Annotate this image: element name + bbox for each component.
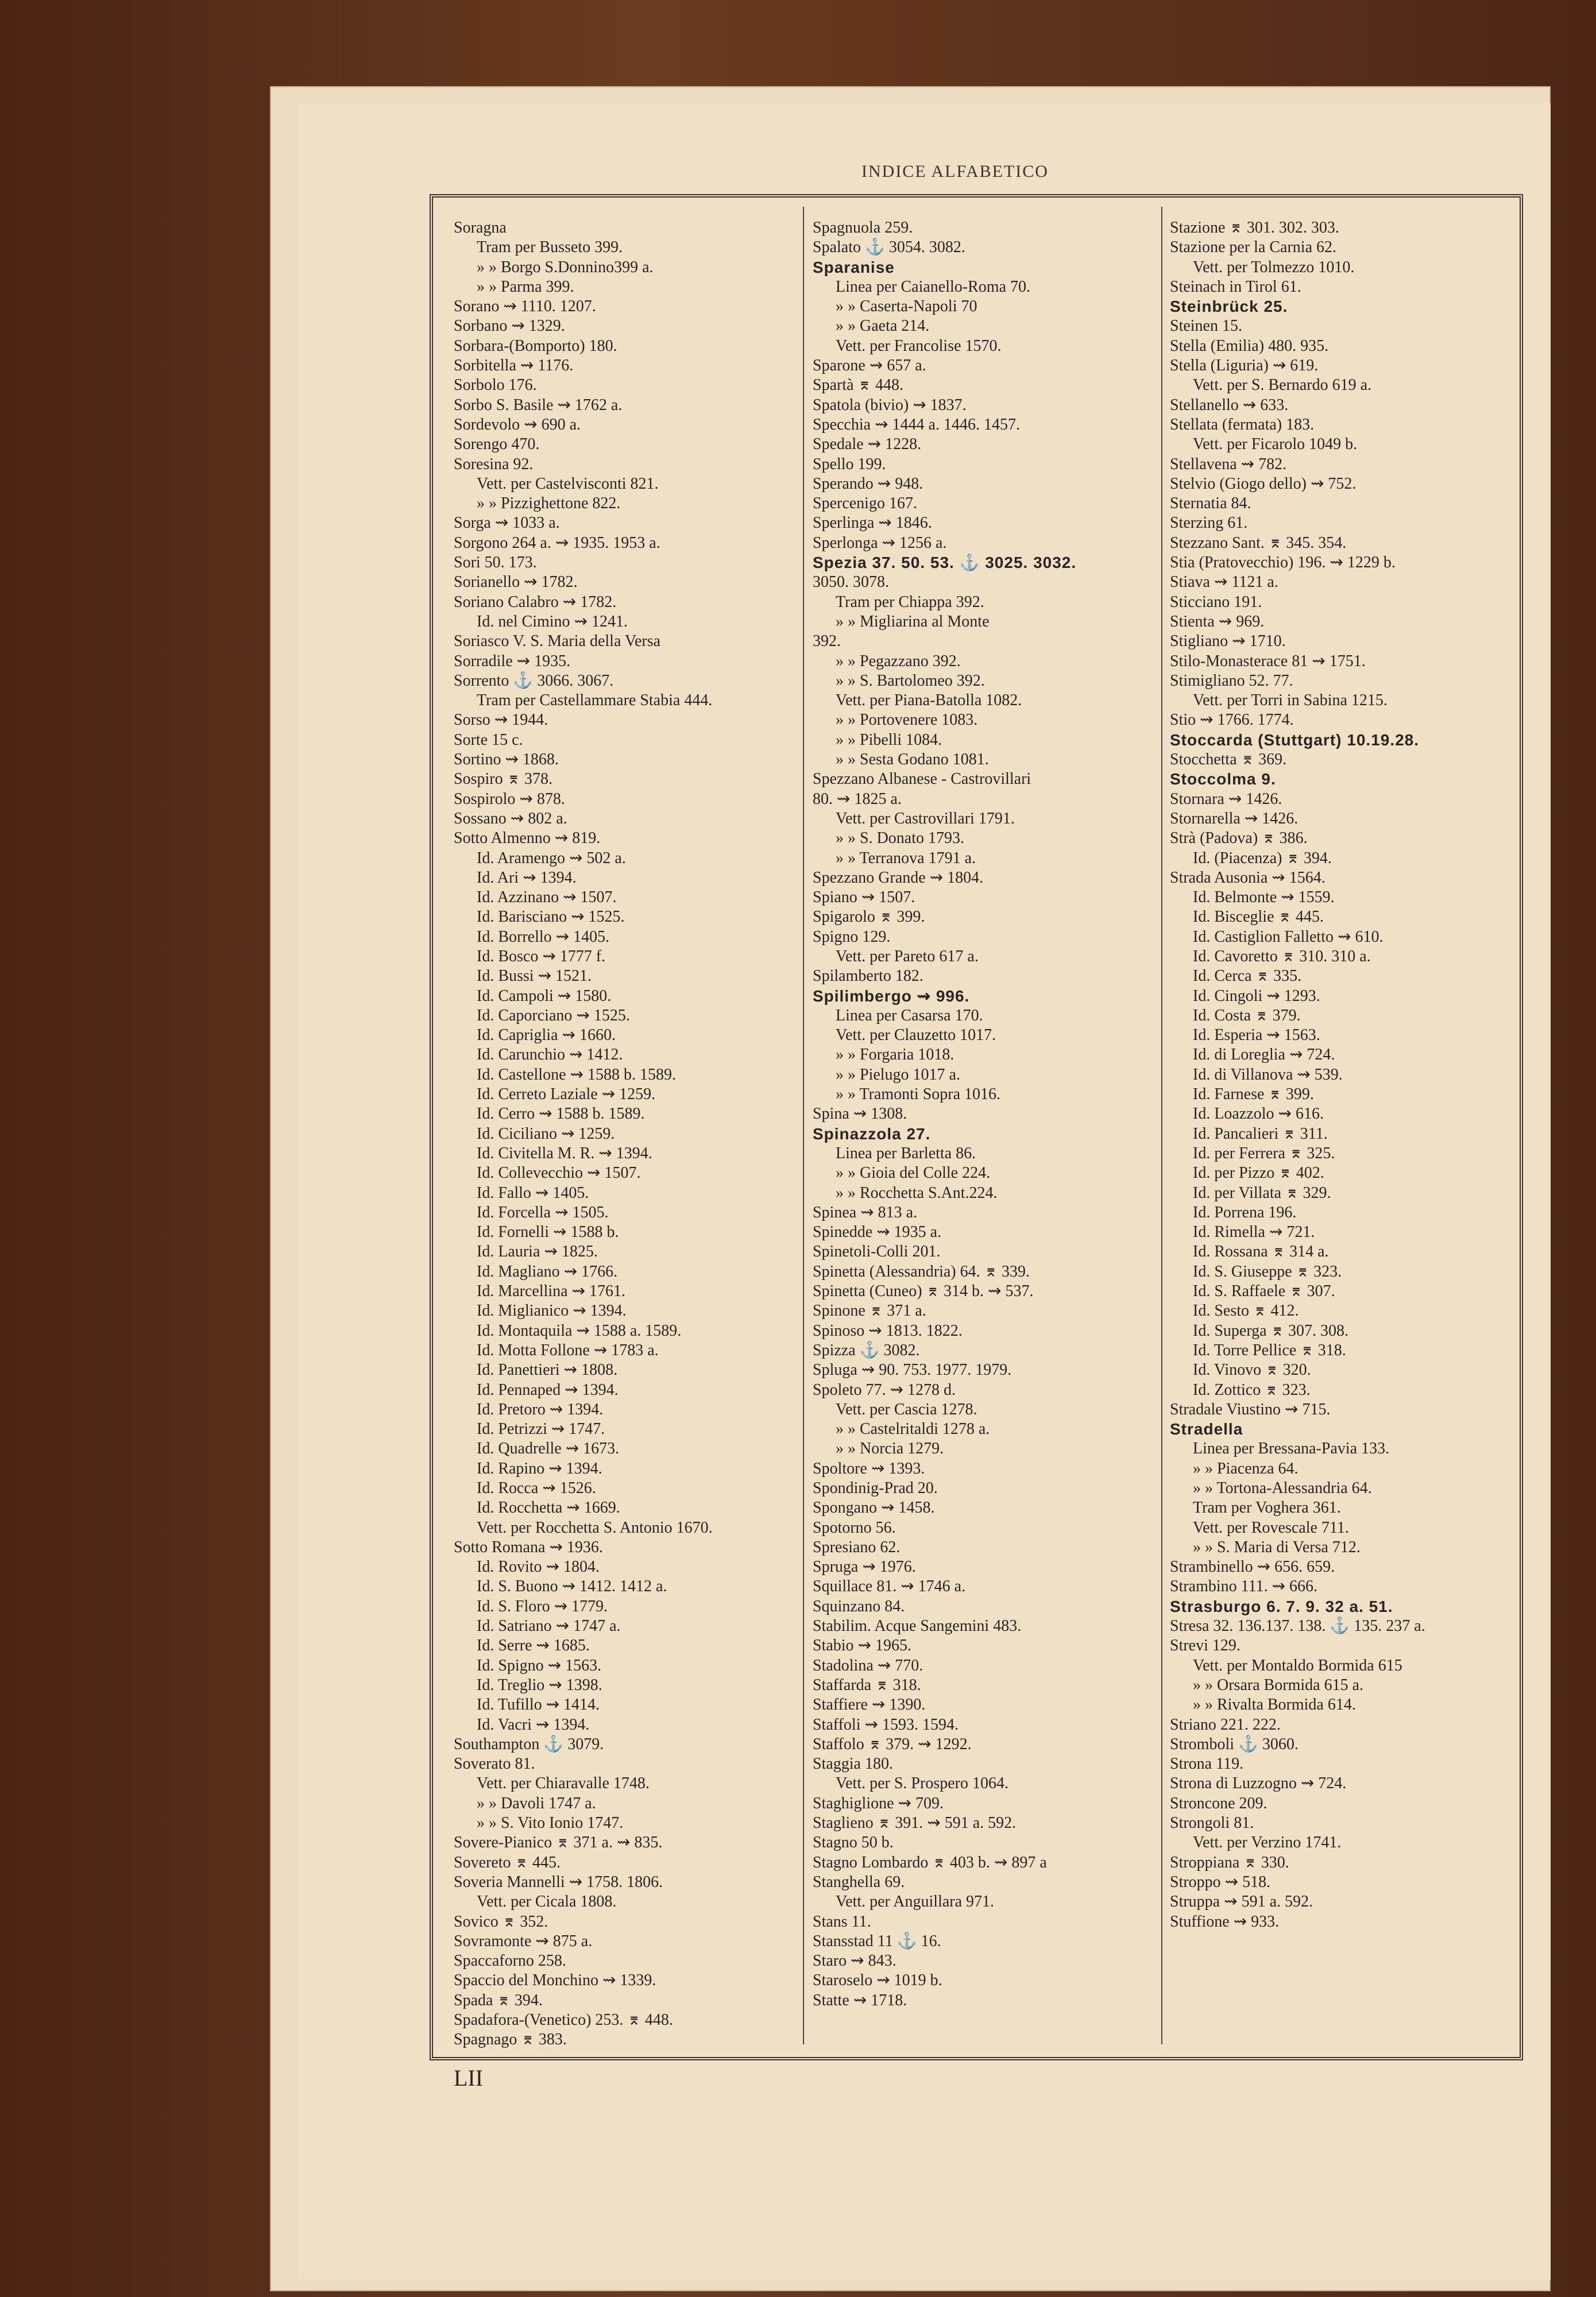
index-entry: » » Pegazzano 392. <box>836 652 961 670</box>
index-entry: » » Pibelli 1084. <box>836 730 942 749</box>
index-entry: Id. Rovito ⇝ 1804. <box>477 1558 600 1576</box>
index-entry: 3050. 3078. <box>813 573 889 591</box>
index-entry: Id. Civitella M. R. ⇝ 1394. <box>477 1144 652 1162</box>
index-entry: » » Castelritaldi 1278 a. <box>836 1420 990 1438</box>
column-separator <box>803 207 804 2044</box>
index-entry: Id. Farnese ⌆ 399. <box>1193 1085 1314 1104</box>
index-entry: Southampton ⚓ 3079. <box>454 1735 604 1753</box>
index-entry: » » Norcia 1279. <box>836 1440 944 1458</box>
index-entry: Id. (Piacenza) ⌆ 394. <box>1193 849 1332 867</box>
index-entry: Stradella <box>1170 1420 1243 1438</box>
index-entry: Id. Carunchio ⇝ 1412. <box>477 1046 623 1064</box>
index-entry: Sorrento ⚓ 3066. 3067. <box>454 671 614 690</box>
index-entry: Sorradile ⇝ 1935. <box>454 652 571 670</box>
index-entry: Staffolo ⌆ 379. ⇝ 1292. <box>813 1735 972 1753</box>
index-entry: Linea per Barletta 86. <box>836 1144 976 1162</box>
index-entry: Sorso ⇝ 1944. <box>454 711 548 729</box>
index-entry: Stienta ⇝ 969. <box>1170 612 1265 631</box>
index-entry: Id. Fornelli ⇝ 1588 b. <box>477 1223 619 1242</box>
index-entry: Sparanise <box>813 258 895 276</box>
index-entry: Id. Collevecchio ⇝ 1507. <box>477 1164 641 1182</box>
index-entry: Id. Capriglia ⇝ 1660. <box>477 1026 616 1045</box>
index-entry: » » Caserta-Napoli 70 <box>836 297 977 316</box>
index-entry: Steinach in Tirol 61. <box>1170 277 1301 296</box>
index-entry: Spezzano Grande ⇝ 1804. <box>813 868 984 887</box>
index-entry: Id. Rocca ⇝ 1526. <box>477 1479 596 1497</box>
index-entry: Spaccaforno 258. <box>454 1952 566 1970</box>
index-entry: Stellanello ⇝ 633. <box>1170 396 1289 414</box>
index-entry: Staffiere ⇝ 1390. <box>813 1696 926 1714</box>
index-entry: Stoccarda (Stuttgart) 10.19.28. <box>1170 730 1420 749</box>
index-entry: Sperando ⇝ 948. <box>813 474 923 493</box>
index-entry: Id. Borrello ⇝ 1405. <box>477 927 610 946</box>
index-entry: Vett. per Ficarolo 1049 b. <box>1193 435 1358 454</box>
index-entry: Strona di Luzzogno ⇝ 724. <box>1170 1774 1347 1793</box>
index-entry: Stia (Pratovecchio) 196. ⇝ 1229 b. <box>1170 554 1396 572</box>
index-entry: Spagnuola 259. <box>813 219 913 237</box>
index-entry: Id. Pancalieri ⌆ 311. <box>1193 1124 1328 1143</box>
index-entry: Stornara ⇝ 1426. <box>1170 790 1282 808</box>
index-entry: Spoltore ⇝ 1393. <box>813 1459 925 1478</box>
index-entry: 80. ⇝ 1825 a. <box>813 790 902 808</box>
index-entry: Soriano Calabro ⇝ 1782. <box>454 593 617 611</box>
index-entry: Id. Rapino ⇝ 1394. <box>477 1459 602 1478</box>
index-entry: Spatola (bivio) ⇝ 1837. <box>813 396 967 414</box>
index-entry: Vett. per Chiaravalle 1748. <box>477 1774 650 1793</box>
index-entry: Id. Azzinano ⇝ 1507. <box>477 888 617 907</box>
index-entry: Id. Pretoro ⇝ 1394. <box>477 1400 604 1418</box>
index-entry: Id. per Villata ⌆ 329. <box>1193 1184 1331 1202</box>
index-entry: Staffarda ⌆ 318. <box>813 1676 921 1694</box>
index-entry: Soveria Mannelli ⇝ 1758. 1806. <box>454 1873 663 1891</box>
index-entry: Id. Porrena 196. <box>1193 1203 1297 1221</box>
index-entry: Sorbitella ⇝ 1176. <box>454 357 574 375</box>
index-entry: Spinedde ⇝ 1935 a. <box>813 1223 942 1242</box>
index-entry: Spezia 37. 50. 53. ⚓ 3025. 3032. <box>813 554 1077 572</box>
index-entry: Id. Petrizzi ⇝ 1747. <box>477 1420 605 1438</box>
index-entry: Soresina 92. <box>454 455 534 473</box>
index-entry: Spoleto 77. ⇝ 1278 d. <box>813 1380 956 1399</box>
index-entry: Spello 199. <box>813 455 886 473</box>
index-entry: Spresiano 62. <box>813 1538 901 1556</box>
index-entry: Id. Zottico ⌆ 323. <box>1193 1380 1311 1399</box>
index-entry: Stilo-Monasterace 81 ⇝ 1751. <box>1170 652 1366 670</box>
index-entry: Id. di Loreglia ⇝ 724. <box>1193 1046 1335 1064</box>
index-entry: Sorgono 264 a. ⇝ 1935. 1953 a. <box>454 533 660 552</box>
index-entry: Sorga ⇝ 1033 a. <box>454 514 560 532</box>
index-entry: Stanghella 69. <box>813 1873 905 1891</box>
index-entry: Spilamberto 182. <box>813 967 923 985</box>
index-entry: » » Tramonti Sopra 1016. <box>836 1085 1001 1104</box>
index-entry: Spruga ⇝ 1976. <box>813 1558 916 1576</box>
index-entry: Id. Bussi ⇝ 1521. <box>477 967 592 985</box>
index-entry: Soriasco V. S. Maria della Versa <box>454 632 661 651</box>
index-entry: Stagno 50 b. <box>813 1834 894 1852</box>
column-separator <box>1161 207 1162 2044</box>
index-entry: » » Sesta Godano 1081. <box>836 751 989 769</box>
index-entry: Id. Marcellina ⇝ 1761. <box>477 1282 626 1301</box>
index-entry: Vett. per Clauzetto 1017. <box>836 1026 996 1045</box>
index-entry: Sparone ⇝ 657 a. <box>813 357 926 375</box>
index-entry: Strona 119. <box>1170 1755 1244 1773</box>
index-entry: Stella (Emilia) 480. 935. <box>1170 337 1329 355</box>
index-entry: Spluga ⇝ 90. 753. 1977. 1979. <box>813 1361 1012 1379</box>
index-entry: Id. Vinovo ⌆ 320. <box>1193 1361 1311 1379</box>
index-entry: Vett. per Cascia 1278. <box>836 1400 977 1418</box>
index-entry: Id. Fallo ⇝ 1405. <box>477 1184 589 1202</box>
index-entry: » » Rocchetta S.Ant.224. <box>836 1184 998 1202</box>
index-entry: Sorengo 470. <box>454 435 540 454</box>
index-entry: Spiano ⇝ 1507. <box>813 888 915 907</box>
index-entry: Stradale Viustino ⇝ 715. <box>1170 1400 1331 1418</box>
index-entry: Sospirolo ⇝ 878. <box>454 790 565 808</box>
index-entry: Stuffione ⇝ 933. <box>1170 1912 1280 1931</box>
index-entry: Staghiglione ⇝ 709. <box>813 1794 944 1812</box>
index-entry: Sossano ⇝ 802 a. <box>454 809 567 827</box>
index-entry: Stroncone 209. <box>1170 1794 1267 1812</box>
index-entry: Sovramonte ⇝ 875 a. <box>454 1932 593 1950</box>
index-entry: Spinoso ⇝ 1813. 1822. <box>813 1321 963 1340</box>
index-entry: » » Pielugo 1017 a. <box>836 1065 960 1084</box>
index-entry: Stansstad 11 ⚓ 16. <box>813 1932 941 1950</box>
index-entry: Spalato ⚓ 3054. 3082. <box>813 238 965 257</box>
index-entry: Staro ⇝ 843. <box>813 1952 896 1970</box>
index-entry: Squillace 81. ⇝ 1746 a. <box>813 1577 966 1596</box>
index-entry: Id. Ciciliano ⇝ 1259. <box>477 1124 615 1143</box>
index-entry: Sternatia 84. <box>1170 494 1251 513</box>
index-entry: Vett. per Piana-Batolla 1082. <box>836 691 1022 710</box>
index-entry: Id. Pennaped ⇝ 1394. <box>477 1380 619 1399</box>
index-entry: Id. Torre Pellice ⌆ 318. <box>1193 1341 1346 1359</box>
index-entry: Spedale ⇝ 1228. <box>813 435 922 454</box>
index-entry: Id. Magliano ⇝ 1766. <box>477 1262 618 1281</box>
index-entry: Id. Bosco ⇝ 1777 f. <box>477 947 606 965</box>
index-entry: Id. S. Floro ⇝ 1779. <box>477 1597 608 1615</box>
index-entry: Id. Rimella ⇝ 721. <box>1193 1223 1315 1242</box>
index-entry: Id. S. Raffaele ⌆ 307. <box>1193 1282 1335 1301</box>
index-entry: » » Tortona-Alessandria 64. <box>1193 1479 1372 1497</box>
index-entry: » » S. Vito Ionio 1747. <box>477 1814 624 1832</box>
index-entry: Id. Miglianico ⇝ 1394. <box>477 1302 627 1320</box>
index-entry: Stroppiana ⌆ 330. <box>1170 1853 1289 1871</box>
index-entry: Id. per Ferrera ⌆ 325. <box>1193 1144 1335 1162</box>
index-entry: Id. Serre ⇝ 1685. <box>477 1637 590 1655</box>
index-entry: Stellata (fermata) 183. <box>1170 415 1315 434</box>
index-entry: 392. <box>813 632 841 651</box>
index-entry: Vett. per Montaldo Bormida 615 <box>1193 1656 1402 1675</box>
index-entry: Steinbrück 25. <box>1170 297 1288 316</box>
index-entry: Sovico ⌆ 352. <box>454 1912 548 1931</box>
index-entry: Strasburgo 6. 7. 9. 32 a. 51. <box>1170 1597 1393 1615</box>
index-entry: Stigliano ⇝ 1710. <box>1170 632 1286 651</box>
index-entry: Vett. per S. Bernardo 619 a. <box>1193 376 1372 395</box>
index-entry: Id. Caporciano ⇝ 1525. <box>477 1006 630 1024</box>
index-entry: Id. Bisceglie ⌆ 445. <box>1193 908 1324 926</box>
index-entry: Spina ⇝ 1308. <box>813 1105 907 1123</box>
index-entry: » » Gioia del Colle 224. <box>836 1164 991 1182</box>
index-entry: » » Davoli 1747 a. <box>477 1794 596 1812</box>
index-entry: Spagnago ⌆ 383. <box>454 2031 567 2049</box>
index-entry: Vett. per Castelvisconti 821. <box>477 474 659 493</box>
index-entry: Vett. per Tolmezzo 1010. <box>1193 258 1355 276</box>
index-entry: Spinea ⇝ 813 a. <box>813 1203 918 1221</box>
index-entry: Id. Costa ⌆ 379. <box>1193 1006 1301 1024</box>
index-entry: » » Gaeta 214. <box>836 317 930 335</box>
index-entry: Id. Cavoretto ⌆ 310. 310 a. <box>1193 947 1371 965</box>
index-entry: Spigno 129. <box>813 927 891 946</box>
index-entry: Stabio ⇝ 1965. <box>813 1637 912 1655</box>
index-entry: Spinetta (Alessandria) 64. ⌆ 339. <box>813 1262 1030 1281</box>
index-entry: Stio ⇝ 1766. 1774. <box>1170 711 1294 729</box>
index-entry: Id. S. Buono ⇝ 1412. 1412 a. <box>477 1577 667 1596</box>
index-entry: » » S. Bartolomeo 392. <box>836 671 985 690</box>
index-entry: Id. Esperia ⇝ 1563. <box>1193 1026 1320 1045</box>
index-entry: Spercenigo 167. <box>813 494 917 513</box>
index-entry: Id. Barisciano ⇝ 1525. <box>477 908 625 926</box>
index-entry: Id. Panettieri ⇝ 1808. <box>477 1361 618 1379</box>
index-entry: Vett. per Rovescale 711. <box>1193 1518 1349 1537</box>
index-entry: Vett. per Rocchetta S. Antonio 1670. <box>477 1518 713 1537</box>
index-entry: Id. Tufillo ⇝ 1414. <box>477 1696 600 1714</box>
index-entry: Sordevolo ⇝ 690 a. <box>454 415 581 434</box>
index-entry: » » Parma 399. <box>477 277 574 296</box>
index-entry: Sortino ⇝ 1868. <box>454 751 559 769</box>
index-entry: Sotto Almenno ⇝ 819. <box>454 829 601 848</box>
index-entry: Stornarella ⇝ 1426. <box>1170 809 1299 827</box>
page-number: LII <box>454 2065 484 2091</box>
index-entry: Vett. per Anguillara 971. <box>836 1893 995 1911</box>
index-entry: Stazione ⌆ 301. 302. 303. <box>1170 219 1339 237</box>
index-entry: Id. di Villanova ⇝ 539. <box>1193 1065 1343 1084</box>
index-entry: Statte ⇝ 1718. <box>813 1991 907 2009</box>
index-entry: Spinone ⌆ 371 a. <box>813 1302 926 1320</box>
index-entry: Id. Spigno ⇝ 1563. <box>477 1656 602 1675</box>
index-entry: Id. Quadrelle ⇝ 1673. <box>477 1440 620 1458</box>
index-entry: Id. Campoli ⇝ 1580. <box>477 987 612 1005</box>
index-entry: Vett. per Torri in Sabina 1215. <box>1193 691 1388 710</box>
index-entry: Vett. per Francolise 1570. <box>836 337 1002 355</box>
index-entry: Id. Sesto ⌆ 412. <box>1193 1302 1299 1320</box>
index-entry: Linea per Casarsa 170. <box>836 1006 983 1024</box>
index-entry: Id. Forcella ⇝ 1505. <box>477 1203 609 1221</box>
index-entry: Tram per Voghera 361. <box>1193 1499 1341 1517</box>
index-entry: Soverato 81. <box>454 1755 535 1773</box>
index-entry: Sorte 15 c. <box>454 730 523 749</box>
index-entry: Spondinig-Prad 20. <box>813 1479 938 1497</box>
index-entry: Strongoli 81. <box>1170 1814 1254 1832</box>
index-entry: Vett. per S. Prospero 1064. <box>836 1774 1008 1793</box>
index-entry: Id. Rocchetta ⇝ 1669. <box>477 1499 620 1517</box>
index-entry: Sovere-Pianico ⌆ 371 a. ⇝ 835. <box>454 1834 663 1852</box>
index-entry: Spada ⌆ 394. <box>454 1991 543 2009</box>
index-entry: Spigarolo ⌆ 399. <box>813 908 925 926</box>
index-entry: Id. Lauria ⇝ 1825. <box>477 1243 598 1261</box>
index-entry: Vett. per Cicala 1808. <box>477 1893 617 1911</box>
index-entry: Sperlonga ⇝ 1256 a. <box>813 533 947 552</box>
index-entry: Strevi 129. <box>1170 1637 1241 1655</box>
index-entry: Id. Ari ⇝ 1394. <box>477 868 577 887</box>
index-entry: Squinzano 84. <box>813 1597 905 1615</box>
index-entry: Id. Castellone ⇝ 1588 b. 1589. <box>477 1065 676 1084</box>
index-entry: Stabilim. Acque Sangemini 483. <box>813 1617 1022 1635</box>
index-entry: Sotto Romana ⇝ 1936. <box>454 1538 603 1556</box>
index-entry: Tram per Castellammare Stabia 444. <box>477 691 713 710</box>
index-entry: Spinetoli-Colli 201. <box>813 1243 941 1261</box>
index-entry: Spezzano Albanese - Castrovillari <box>813 770 1031 788</box>
index-entry: Id. Cerreto Laziale ⇝ 1259. <box>477 1085 656 1104</box>
index-entry: Stadolina ⇝ 770. <box>813 1656 923 1675</box>
index-entry: » » Borgo S.Donnino399 a. <box>477 258 654 276</box>
index-entry: Id. Belmonte ⇝ 1559. <box>1193 888 1335 907</box>
index-entry: Vett. per Castrovillari 1791. <box>836 809 1015 827</box>
running-head: INDICE ALFABETICO <box>861 162 1049 181</box>
index-entry: Stagno Lombardo ⌆ 403 b. ⇝ 897 a <box>813 1853 1047 1871</box>
index-entry: Sorbara-(Bomporto) 180. <box>454 337 617 355</box>
index-entry: Sospiro ⌆ 378. <box>454 770 553 788</box>
index-entry: Id. nel Cimino ⇝ 1241. <box>477 612 628 631</box>
index-entry: Strà (Padova) ⌆ 386. <box>1170 829 1308 848</box>
index-entry: Soragna <box>454 219 507 237</box>
index-entry: Id. Treglio ⇝ 1398. <box>477 1676 602 1694</box>
index-entry: Steinen 15. <box>1170 317 1242 335</box>
index-entry: » » Orsara Bormida 615 a. <box>1193 1676 1364 1694</box>
index-entry: Id. S. Giuseppe ⌆ 323. <box>1193 1262 1342 1281</box>
index-entry: Sorbo S. Basile ⇝ 1762 a. <box>454 396 623 414</box>
index-entry: Id. Montaquila ⇝ 1588 a. 1589. <box>477 1321 682 1340</box>
index-entry: Vett. per Pareto 617 a. <box>836 947 979 965</box>
index-entry: » » Migliarina al Monte <box>836 612 990 631</box>
index-entry: Linea per Caianello-Roma 70. <box>836 277 1030 296</box>
index-entry: » » Rivalta Bormida 614. <box>1193 1696 1356 1714</box>
index-entry: Sperlinga ⇝ 1846. <box>813 514 932 532</box>
index-entry: Staffoli ⇝ 1593. 1594. <box>813 1715 959 1734</box>
index-entry: Stromboli ⚓ 3060. <box>1170 1735 1299 1753</box>
index-entry: Spizza ⚓ 3082. <box>813 1341 920 1359</box>
index-entry: Stresa 32. 136.137. 138. ⚓ 135. 237 a. <box>1170 1617 1425 1635</box>
index-entry: Staroselo ⇝ 1019 b. <box>813 1971 942 1990</box>
index-entry: Id. Cingoli ⇝ 1293. <box>1193 987 1320 1005</box>
index-entry: Tram per Busseto 399. <box>477 238 623 257</box>
index-entry: Id. Loazzolo ⇝ 616. <box>1193 1105 1324 1123</box>
index-entry: Strambinello ⇝ 656. 659. <box>1170 1558 1335 1576</box>
index-entry: Id. Satriano ⇝ 1747 a. <box>477 1617 621 1635</box>
index-entry: Id. Cerro ⇝ 1588 b. 1589. <box>477 1105 645 1123</box>
index-entry: Stezzano Sant. ⌆ 345. 354. <box>1170 533 1347 552</box>
index-entry: Stellavena ⇝ 782. <box>1170 455 1287 473</box>
index-entry: Stroppo ⇝ 518. <box>1170 1873 1271 1891</box>
index-entry: » » Terranova 1791 a. <box>836 849 976 867</box>
index-entry: Sticciano 191. <box>1170 593 1262 611</box>
index-entry: » » Piacenza 64. <box>1193 1459 1299 1478</box>
index-entry: Spartà ⌆ 448. <box>813 376 903 395</box>
index-entry: Stans 11. <box>813 1912 871 1931</box>
index-entry: Staggia 180. <box>813 1755 893 1773</box>
index-entry: Spaccio del Monchino ⇝ 1339. <box>454 1971 656 1990</box>
index-entry: Id. Motta Follone ⇝ 1783 a. <box>477 1341 659 1359</box>
index-entry: Sovereto ⌆ 445. <box>454 1853 561 1871</box>
index-entry: Spilimbergo ⇝ 996. <box>813 987 970 1005</box>
index-entry: Spinetta (Cuneo) ⌆ 314 b. ⇝ 537. <box>813 1282 1034 1301</box>
index-entry: Spotorno 56. <box>813 1518 896 1537</box>
index-column-2 <box>813 218 1151 2010</box>
index-entry: » » Portovenere 1083. <box>836 711 978 729</box>
index-entry: Sterzing 61. <box>1170 514 1248 532</box>
index-entry: Id. Superga ⌆ 307. 308. <box>1193 1321 1349 1340</box>
index-entry: » » S. Maria di Versa 712. <box>1193 1538 1361 1556</box>
index-entry: Id. Aramengo ⇝ 502 a. <box>477 849 626 867</box>
index-entry: Linea per Bressana-Pavia 133. <box>1193 1440 1390 1458</box>
index-entry: Sorano ⇝ 1110. 1207. <box>454 297 596 316</box>
index-entry: Striano 221. 222. <box>1170 1715 1281 1734</box>
index-entry: Struppa ⇝ 591 a. 592. <box>1170 1893 1313 1911</box>
index-entry: Sorianello ⇝ 1782. <box>454 573 578 591</box>
index-entry: Strambino 111. ⇝ 666. <box>1170 1577 1318 1596</box>
index-entry: Stiava ⇝ 1121 a. <box>1170 573 1278 591</box>
index-entry: Id. Rossana ⌆ 314 a. <box>1193 1243 1329 1261</box>
index-entry: » » S. Donato 1793. <box>836 829 964 848</box>
index-entry: Stoccolma 9. <box>1170 770 1276 788</box>
index-entry: Sori 50. 173. <box>454 554 537 572</box>
index-entry: Id. per Pizzo ⌆ 402. <box>1193 1164 1324 1182</box>
index-entry: Stimigliano 52. 77. <box>1170 671 1293 690</box>
index-entry: Stelvio (Giogo dello) ⇝ 752. <box>1170 474 1357 493</box>
index-entry: Stazione per la Carnia 62. <box>1170 238 1337 257</box>
index-entry: Spadafora-(Venetico) 253. ⌆ 448. <box>454 2011 673 2029</box>
index-entry: Specchia ⇝ 1444 a. 1446. 1457. <box>813 415 1020 434</box>
index-entry: Staglieno ⌆ 391. ⇝ 591 a. 592. <box>813 1814 1017 1832</box>
index-entry: Id. Castiglion Falletto ⇝ 610. <box>1193 927 1384 946</box>
index-entry: Id. Vacri ⇝ 1394. <box>477 1715 590 1734</box>
index-entry: Stocchetta ⌆ 369. <box>1170 751 1287 769</box>
index-entry: Stella (Liguria) ⇝ 619. <box>1170 357 1319 375</box>
index-entry: » » Pizzighettone 822. <box>477 494 621 513</box>
index-entry: Sorbano ⇝ 1329. <box>454 317 565 335</box>
index-entry: Strada Ausonia ⇝ 1564. <box>1170 868 1326 887</box>
index-column-1 <box>454 218 793 2050</box>
index-entry: Spinazzola 27. <box>813 1124 931 1143</box>
index-entry: Vett. per Verzino 1741. <box>1193 1834 1342 1852</box>
index-entry: Spongano ⇝ 1458. <box>813 1499 935 1517</box>
index-entry: Tram per Chiappa 392. <box>836 593 984 611</box>
index-entry: Sorbolo 176. <box>454 376 537 395</box>
index-entry: Id. Cerca ⌆ 335. <box>1193 967 1302 985</box>
index-entry: » » Forgaria 1018. <box>836 1046 954 1064</box>
index-column-3 <box>1170 218 1509 1932</box>
